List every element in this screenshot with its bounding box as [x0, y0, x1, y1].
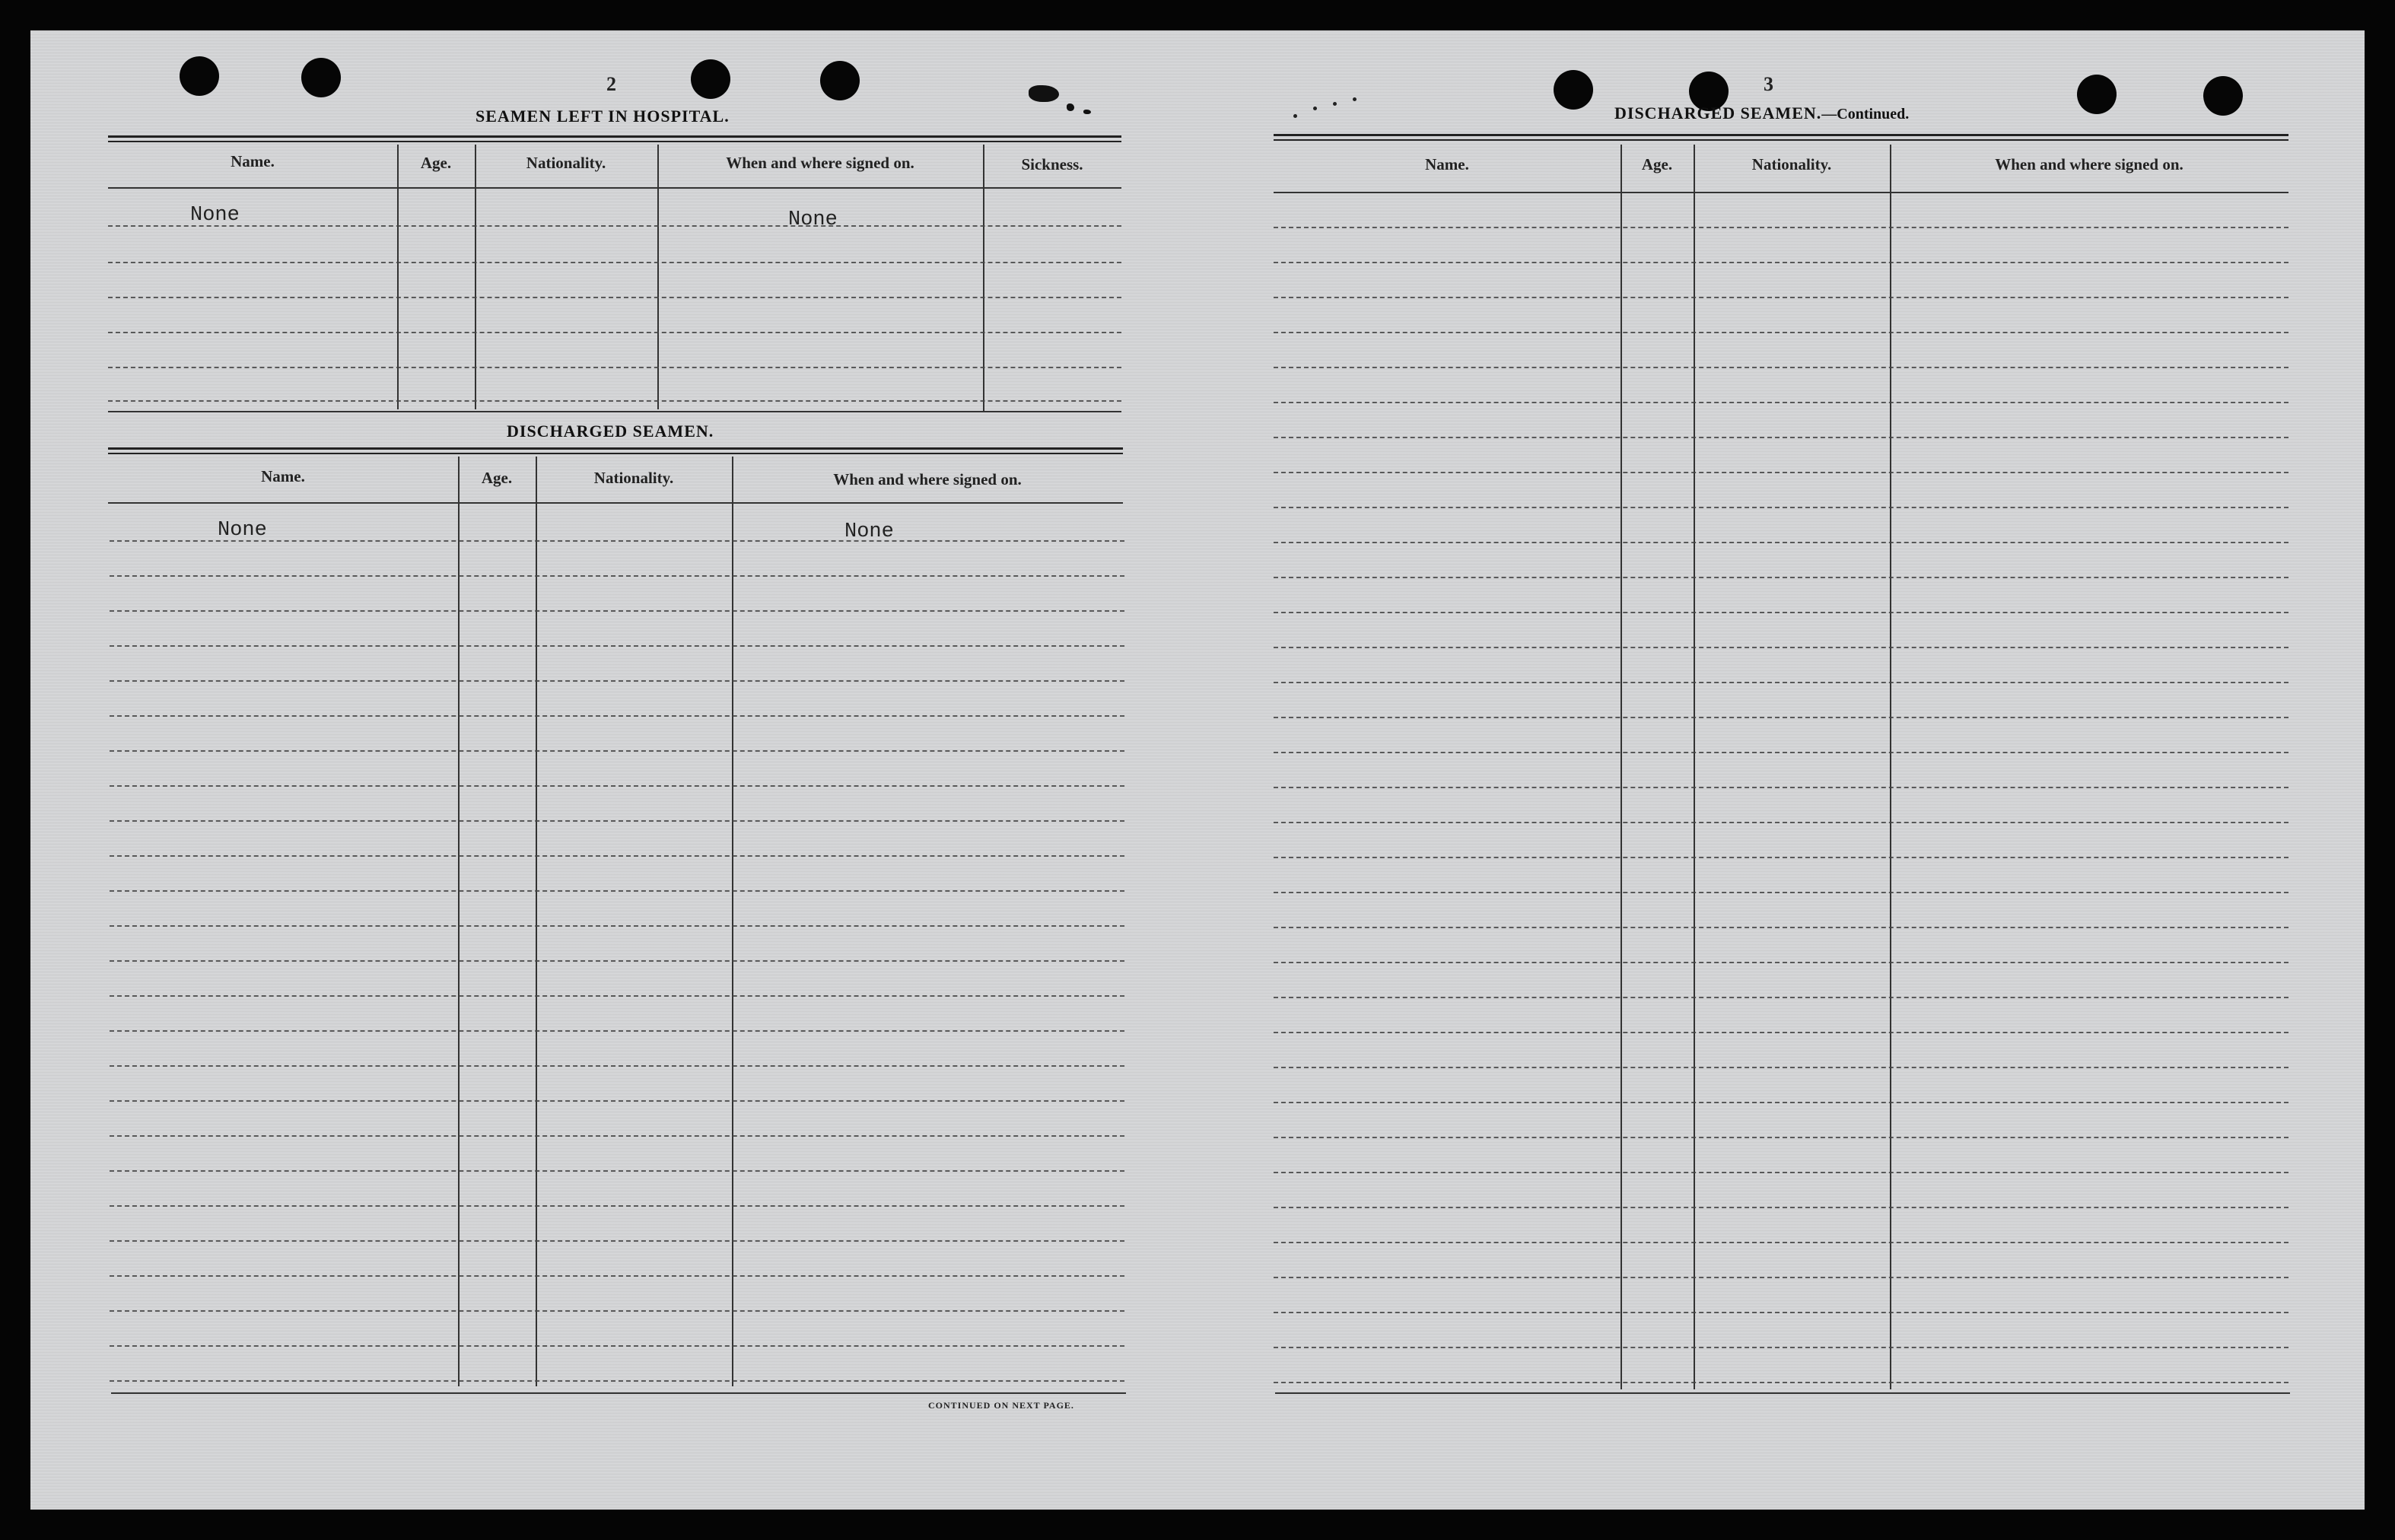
hospital-entry-name: None [190, 204, 240, 227]
discharged-row-line [110, 960, 1124, 962]
right-row-line [1274, 1172, 2288, 1173]
discharged-col-nationality: Nationality. [593, 469, 674, 487]
discharged-row-line [110, 785, 1124, 787]
right-row-line [1274, 892, 2288, 893]
discharged-row-line [110, 1205, 1124, 1207]
hospital-col-age: Age. [420, 154, 452, 172]
discharged-entry-signed-on: None [844, 520, 894, 543]
right-row-line [1274, 297, 2288, 298]
right-bottom-rule [1275, 1392, 2290, 1394]
continued-footnote: CONTINUED ON NEXT PAGE. [928, 1400, 1074, 1411]
right-row-line [1274, 367, 2288, 368]
right-row-line [1274, 1382, 2288, 1383]
ink-smudge [1067, 103, 1074, 111]
right-top-rule [1274, 134, 2288, 141]
ink-dot [1313, 107, 1317, 110]
discharged-row-line [110, 645, 1124, 647]
right-row-line [1274, 822, 2288, 823]
discharged-row-line [110, 995, 1124, 997]
ink-smudge [1083, 110, 1091, 114]
punch-hole [180, 56, 219, 96]
discharged-row-line [110, 1065, 1124, 1067]
discharged-row-line [110, 715, 1124, 717]
discharged-divider [732, 457, 733, 1386]
discharged-row-line [110, 575, 1124, 577]
discharged-row-line [110, 680, 1124, 682]
hospital-row-line [108, 400, 1121, 402]
hospital-row-line [108, 225, 1121, 227]
hospital-entry-signed-on: None [788, 208, 838, 231]
hospital-bottom-rule [108, 411, 1121, 412]
right-row-line [1274, 1277, 2288, 1278]
ink-dot [1293, 114, 1297, 118]
punch-hole [2077, 75, 2117, 114]
punch-hole [691, 59, 730, 99]
document-sheet [30, 30, 2365, 1510]
discharged-col-name: Name. [261, 467, 305, 485]
hospital-divider [983, 145, 984, 411]
right-row-line [1274, 612, 2288, 613]
hospital-row-line [108, 262, 1121, 263]
ink-smudge [1029, 85, 1059, 102]
discharged-row-line [110, 1100, 1124, 1102]
right-col-name: Name. [1425, 155, 1469, 173]
right-row-line [1274, 682, 2288, 683]
discharged-row-line [110, 925, 1124, 927]
hospital-col-name: Name. [231, 152, 275, 170]
hospital-divider [657, 145, 659, 409]
right-row-line [1274, 1242, 2288, 1243]
discharged-col-age: Age. [481, 469, 513, 487]
ink-dot [1333, 102, 1337, 106]
discharged-entry-name: None [218, 519, 267, 542]
right-row-line [1274, 787, 2288, 788]
discharged-row-line [110, 1030, 1124, 1032]
right-row-line [1274, 262, 2288, 263]
discharged-row-line [110, 1380, 1124, 1382]
discharged-row-line [110, 1310, 1124, 1312]
punch-hole [820, 61, 860, 100]
right-row-line [1274, 1067, 2288, 1068]
punch-hole [1554, 70, 1593, 110]
hospital-top-rule [108, 135, 1121, 142]
discharged-bottom-rule [111, 1392, 1126, 1394]
discharged-col-signed-on: When and where signed on. [833, 470, 1022, 488]
hospital-header-rule [108, 187, 1121, 189]
discharged-row-line [110, 610, 1124, 612]
right-col-nationality: Nationality. [1751, 155, 1832, 173]
right-row-line [1274, 647, 2288, 648]
left-page-number: 2 [606, 73, 616, 95]
hospital-section-title: SEAMEN LEFT IN HOSPITAL. [476, 107, 730, 126]
punch-hole [301, 58, 341, 97]
right-section-title-suffix: —Continued. [1821, 106, 1910, 123]
hospital-divider [475, 145, 476, 409]
hospital-divider [397, 145, 399, 409]
right-row-line [1274, 1207, 2288, 1208]
right-row-line [1274, 752, 2288, 753]
right-row-line [1274, 577, 2288, 578]
discharged-row-line [110, 1135, 1124, 1137]
discharged-divider [536, 457, 537, 1386]
discharged-row-line [110, 1240, 1124, 1242]
right-row-line [1274, 1102, 2288, 1103]
right-row-line [1274, 507, 2288, 508]
right-row-line [1274, 857, 2288, 858]
right-row-line [1274, 437, 2288, 438]
right-row-line [1274, 1032, 2288, 1033]
right-row-line [1274, 997, 2288, 998]
right-row-line [1274, 542, 2288, 543]
right-row-line [1274, 962, 2288, 963]
right-row-line [1274, 402, 2288, 403]
right-row-line [1274, 1347, 2288, 1348]
hospital-col-sickness: Sickness. [1021, 155, 1083, 173]
right-row-line [1274, 1312, 2288, 1313]
discharged-row-line [110, 1170, 1124, 1172]
right-row-line [1274, 472, 2288, 473]
discharged-row-line [110, 1345, 1124, 1347]
discharged-row-line [110, 890, 1124, 892]
hospital-row-line [108, 332, 1121, 333]
right-row-line [1274, 227, 2288, 228]
discharged-divider [458, 457, 460, 1386]
right-header-rule [1274, 192, 2288, 193]
discharged-row-line [110, 1275, 1124, 1277]
hospital-col-nationality: Nationality. [526, 154, 606, 172]
punch-hole [2203, 76, 2243, 116]
right-section-title-main: DISCHARGED SEAMEN. [1614, 103, 1822, 123]
right-page-number: 3 [1764, 73, 1773, 95]
ink-dot [1353, 97, 1357, 101]
hospital-row-line [108, 367, 1121, 368]
right-col-signed-on: When and where signed on. [1995, 155, 2183, 173]
right-row-line [1274, 927, 2288, 928]
hospital-row-line [108, 297, 1121, 298]
discharged-row-line [110, 820, 1124, 822]
right-row-line [1274, 717, 2288, 718]
right-col-age: Age. [1641, 155, 1673, 173]
right-row-line [1274, 1137, 2288, 1138]
right-section-title [1614, 103, 1909, 123]
discharged-row-line [110, 750, 1124, 752]
discharged-header-rule [108, 502, 1123, 504]
right-row-line [1274, 332, 2288, 333]
discharged-top-rule [108, 447, 1123, 454]
discharged-row-line [110, 855, 1124, 857]
discharged-section-title: DISCHARGED SEAMEN. [507, 422, 714, 441]
hospital-col-signed-on: When and where signed on. [726, 154, 914, 172]
